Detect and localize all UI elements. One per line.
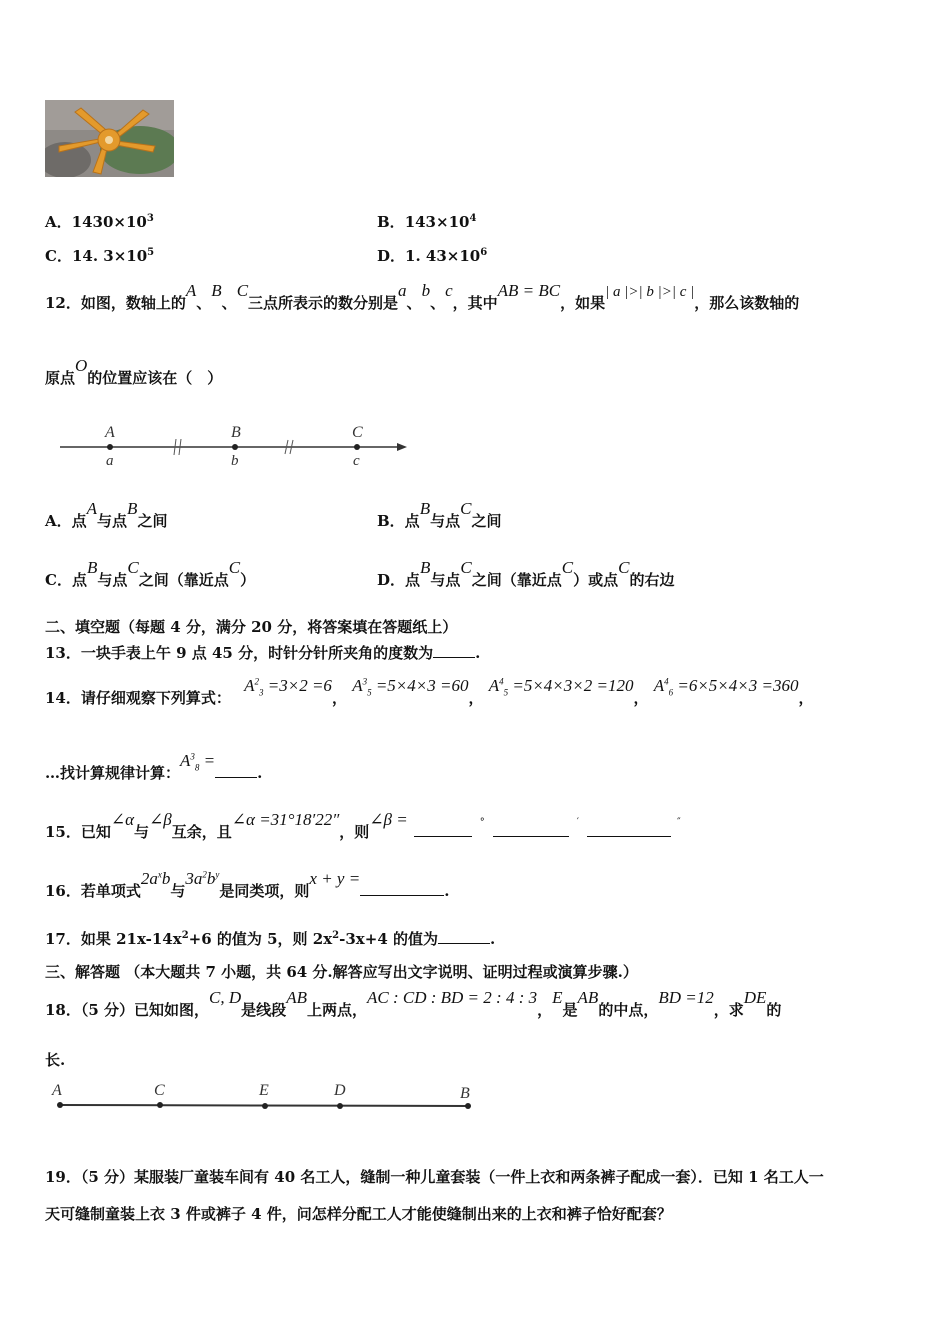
- q11-option-c: C．14. $3\times 10^5$: [45, 247, 155, 265]
- label-c: c: [353, 453, 360, 469]
- q17-answer-blank: [438, 929, 490, 944]
- point-B: [465, 1103, 471, 1109]
- label-B: B: [231, 424, 241, 441]
- q15: 15．已知∠α与∠β互余，且∠α =31°18′22″，则∠β = ° ′ ″: [45, 810, 681, 841]
- section-3-heading: 三、解答题 （本大题共 7 小题，共 64 分.解答应写出文字说明、证明过程或演算步骤.）: [45, 963, 638, 981]
- label-C: C: [352, 424, 363, 441]
- q12-stem-line2: 原点O的位置应该在（ ）: [45, 356, 223, 387]
- label-b: b: [231, 453, 239, 469]
- q13: 13．一块手表上午 9 点 45 分，时针分针所夹角的度数为 .: [45, 644, 481, 662]
- point-E: [262, 1103, 268, 1109]
- q15-minute-blank: [493, 822, 569, 837]
- q14-answer-blank: [215, 763, 257, 778]
- point-D: [337, 1103, 343, 1109]
- q12-stem-line1: 12．如图，数轴上的A、B、C三点所表示的数分别是a、b、c，其中AB = BC，如果| a |>| b |>| c |，那么该数轴的: [45, 281, 800, 312]
- label-a: a: [106, 453, 114, 469]
- q12-option-d: D．点B与点C之间（靠近点C）或点C的右边: [377, 558, 675, 589]
- label-C: C: [154, 1082, 165, 1099]
- label-A: A: [52, 1082, 62, 1099]
- q15-second-blank: [587, 822, 671, 837]
- q11-option-b: B．$143\times 10^4$: [377, 213, 477, 231]
- label-E: E: [259, 1082, 269, 1099]
- point-a: [107, 444, 113, 450]
- point-c: [354, 444, 360, 450]
- q18-segment-figure: [48, 1078, 478, 1118]
- q17: 17．如果 $21x-14x^2+6$ 的值为 5，则 $2x^2-3x+4$ 的值为 .: [45, 930, 496, 948]
- q18-line1: 18．（5 分）已知如图，C, D是线段AB上两点，AC : CD : BD = 2 : 4 : 3，E是AB的中点，BD =12，求DE的: [45, 988, 782, 1019]
- label-B: B: [460, 1085, 470, 1102]
- point-C: [157, 1102, 163, 1108]
- q16: 16．若单项式$2a^xb$与$3a^2b^y$是同类项，则x + y =.: [45, 869, 450, 900]
- q13-answer-blank: [433, 643, 475, 658]
- q12-option-c: C．点B与点C之间（靠近点C）: [45, 558, 256, 589]
- q16-answer-blank: [360, 881, 444, 896]
- arrow-head-icon: [397, 443, 407, 451]
- q12-option-b: B．点B与点C之间: [377, 499, 502, 530]
- label-A: A: [105, 424, 115, 441]
- point-b: [232, 444, 238, 450]
- q12-number-line-figure: [55, 418, 415, 473]
- section-2-heading: 二、填空题（每题 4 分，满分 20 分，将答案填在答题纸上）: [45, 618, 458, 636]
- point-A: [57, 1102, 63, 1108]
- q18-line2: 长.: [45, 1051, 66, 1069]
- airport-photo: [45, 100, 174, 177]
- q14-line1: 14．请仔细观察下列算式： $A^2_3 =3\times 2 =6$， $A^3_5 =5\times 4\times 3 =60$， $A^4_5 =5\times 4\times 3\times 2 =120$， $A^4_6 =6\times 5\times 4\times 3 =360$，: [45, 676, 814, 707]
- q11-option-d: D．1. $43\times 10^6$: [377, 247, 488, 265]
- q15-degree-blank: [414, 822, 472, 837]
- label-D: D: [334, 1082, 346, 1099]
- q19-line1: 19．（5 分）某服装厂童装车间有 40 名工人，缝制一种儿童套装（一件上衣和两条裤子配成一套）．已知 1 名工人一: [45, 1168, 824, 1186]
- q11-option-a: A．$1430\times 10^3$: [45, 213, 154, 231]
- q14-line2: …找计算规律计算：$A^3_8$ =.: [45, 751, 263, 782]
- q19-line2: 天可缝制童装上衣 3 件或裤子 4 件，问怎样分配工人才能使缝制出来的上衣和裤子恰好配套？: [45, 1205, 672, 1223]
- q12-option-a: A．点A与点B之间: [45, 499, 168, 530]
